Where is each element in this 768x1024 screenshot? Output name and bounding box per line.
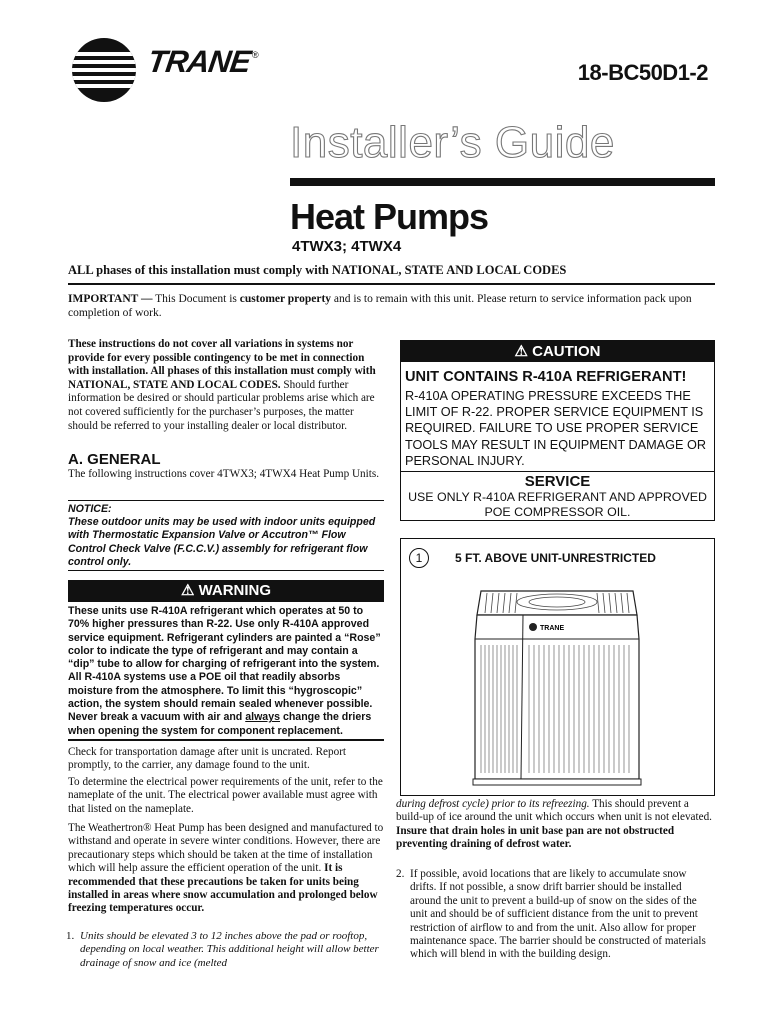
unit-badge-text: TRANE xyxy=(540,625,565,632)
list-number-2: 2. xyxy=(396,868,405,880)
defrost-continuation xyxy=(396,798,715,852)
important-text-2: and is to remain with this unit. Please return to service information pack upon completion of work. xyxy=(68,293,692,319)
header-rule xyxy=(68,283,715,285)
service-heading: SERVICE xyxy=(524,473,591,490)
figure-caption: 5 FT. ABOVE UNIT-UNRESTRICTED xyxy=(455,551,656,565)
brand-wordmark: TRANE xyxy=(145,44,253,79)
body-paragraph-electrical: To determine the electrical power requirements of the unit, refer to the nameplate of the unit. The electrical power available must agree with that listed on the nameplate. xyxy=(68,776,383,815)
document-number: 18-BC50D1-2 xyxy=(577,60,708,85)
caution-box xyxy=(400,340,715,521)
service-text: USE ONLY R-410A REFRIGERANT AND APPROVED POE COMPRESSOR OIL. xyxy=(408,490,707,519)
unit-badge-icon xyxy=(529,623,537,631)
intro-bold: These instructions do not cover all variations in systems nor provide for every possible contingency to be met in connection with installation. All phases of this installation must comply with NATIONAL, STATE AND LOCAL CODES. xyxy=(68,338,376,391)
body-paragraph-weathertron xyxy=(68,822,384,916)
section-heading-general: A. GENERAL xyxy=(68,451,161,468)
body-paragraph-damage: Check for transportation damage after unit is uncrated. Report promptly, to the carrier, any damage found to the unit. xyxy=(68,746,347,772)
list-item-1-text: Units should be elevated 3 to 12 inches above the pad or rooftop, depending on local weather. This additional height will allow better drainage of snow and ice (melted xyxy=(80,930,379,969)
caution-label: CAUTION xyxy=(532,343,601,360)
product-title: Heat Pumps xyxy=(290,196,489,237)
list-item-2-text: If possible, avoid locations that are likely to accumulate snow drifts. If not possible, a snow drift barrier should be installed around the unit to prevent a build-up of snow on the sides of the unit and should be of sufficient distance from the unit to prevent restriction of airflow to and from the unit. Also allow for proper maintenance space. The barrier should be constructed of materials which will blend in with the building design. xyxy=(410,868,706,961)
trane-logo xyxy=(72,38,272,98)
important-text-1: This Document is xyxy=(152,293,240,305)
warning-label: WARNING xyxy=(198,582,272,599)
list-item-1 xyxy=(66,930,384,970)
important-notice xyxy=(68,292,715,320)
notice-block xyxy=(68,503,384,569)
caution-heading: UNIT CONTAINS R-410A REFRIGERANT! xyxy=(405,369,687,385)
figure-number: 1 xyxy=(409,548,429,568)
general-text: The following instructions cover 4TWX3; 4TWX4 Heat Pump Units. xyxy=(68,468,380,480)
caution-text: R-410A OPERATING PRESSURE EXCEEDS THE LIMIT OF R-22. PROPER SERVICE EQUIPMENT IS REQUIRED. FAILURE TO USE PROPER SERVICE TOOLS MAY RESULT IN EQUIPMENT DAMAGE OR PERSONAL INJURY. xyxy=(405,389,707,468)
caution-divider xyxy=(401,471,714,472)
intro-paragraph xyxy=(68,338,384,433)
notice-heading: NOTICE: xyxy=(68,503,112,515)
intro-rest: Should further information be desired or should particular problems arise which are not covered sufficiently for the purchaser’s purposes, the matter should be referred to your installing dealer or local distributor. xyxy=(68,378,375,432)
codes-notice: ALL phases of this installation must comply with NATIONAL, STATE AND LOCAL CODES xyxy=(68,263,567,277)
defrost-bold: Insure that drain holes in unit base pan are not obstructed preventing draining of defrost water. xyxy=(396,824,675,851)
important-lead: IMPORTANT — xyxy=(68,293,153,305)
trane-logo-mark-icon xyxy=(72,38,136,102)
weathertron-text: The Weathertron® Heat Pump has been designed and manufactured to withstand and operate in severe winter conditions. However, there are precautionary steps which should be taken at the time of installation which will help assure the efficient operation of the unit. xyxy=(68,822,384,875)
important-bold: customer property xyxy=(239,293,332,305)
warning-rule xyxy=(68,739,384,741)
warning-triangle-icon: ⚠ xyxy=(180,582,195,599)
list-item-2 xyxy=(396,868,715,962)
caution-triangle-icon: ⚠ xyxy=(514,343,528,360)
title-divider xyxy=(290,178,715,186)
figure-box xyxy=(400,538,715,796)
model-numbers: 4TWX3; 4TWX4 xyxy=(292,238,402,255)
list-number-1: 1. xyxy=(66,930,75,942)
warning-banner xyxy=(68,580,384,602)
notice-bottom-rule xyxy=(68,570,384,571)
warning-text-b: change the driers when opening the system for component replacement. xyxy=(68,711,372,737)
notice-top-rule xyxy=(68,500,384,501)
heat-pump-unit-illustration xyxy=(401,539,714,795)
guide-title: Installer’s Guide xyxy=(290,118,615,167)
defrost-italic: during defrost cycle) prior to its refreezing. xyxy=(396,798,590,810)
registered-mark: ® xyxy=(252,50,259,60)
notice-text: These outdoor units may be used with indoor units equipped with Thermostatic Expansion Valve or Accutron™ Flow Control Check Valve (F.C.C.V.) assembly for refrigerant flow control only. xyxy=(68,516,376,568)
warning-text xyxy=(68,605,384,738)
warning-text-a: These units use R-410A refrigerant which operates at 50 to 70% higher pressures than R-22. Use only R-410A approved service equipment. Refrigerant cylinders are painted a “Rose” color to indicate the type of refrigerant and may contain a “dip” tube to allow for charging of refrigerant into the system. All R-410A systems use a POE oil that readily absorbs moisture from the atmosphere. To limit this “hygroscopic” action, the system should remain sealed whenever possible. Never break a vacuum with air and xyxy=(68,605,381,724)
warning-text-always: always xyxy=(245,711,280,724)
defrost-plain: This should prevent a build-up of ice around the unit which occurs when unit is not elevated. xyxy=(396,798,712,824)
caution-banner xyxy=(401,341,714,362)
weathertron-bold: It is recommended that these precautions be taken for units being installed in areas where snow accumulation and prolonged below freezing temperatures occur. xyxy=(68,862,378,915)
